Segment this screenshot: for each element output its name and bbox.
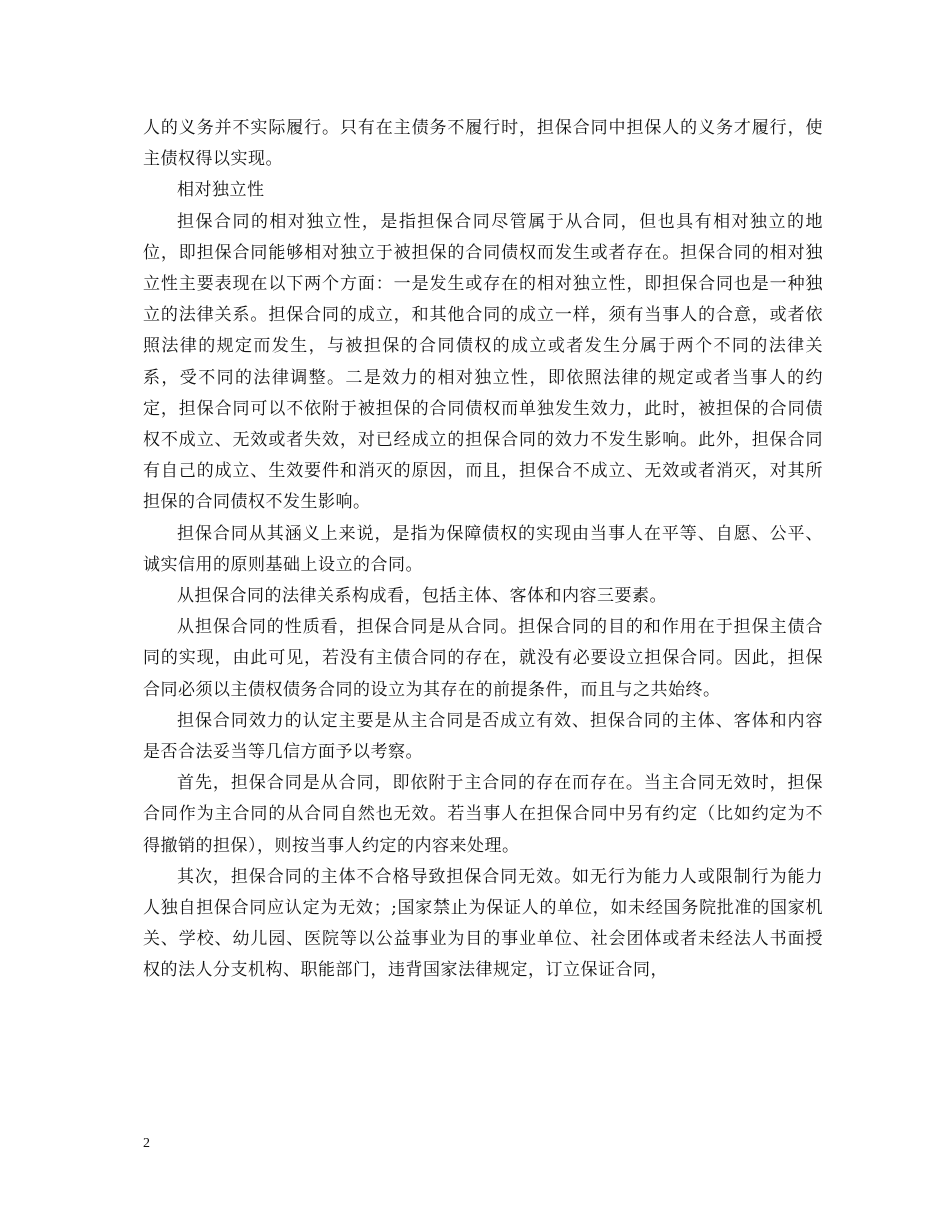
paragraph: 首先，担保合同是从合同，即依附于主合同的存在而存在。当主合同无效时，担保合同作为主合同的从合同自然也无效。若当事人在担保合同中另有约定（比如约定为不得撤销的担保），则按当事人约定的内容来处理。	[143, 773, 823, 856]
paragraph: 其次，担保合同的主体不合格导致担保合同无效。如无行为能力人或限制行为能力人独自担保合同应认定为无效；;国家禁止为保证人的单位，如未经国务院批准的国家机关、学校、幼儿园、医院等以公益事业为目的事业单位、社会团体或者未经法人书面授权的法人分支机构、职能部门，违背国家法律规定，订立保证合同，	[143, 866, 823, 981]
paragraph: 从担保合同的法律关系构成看，包括主体、客体和内容三要素。	[177, 586, 667, 607]
paragraph: 担保合同的相对独立性，是指担保合同尽管属于从合同，但也具有相对独立的地位，即担保合同能够相对独立于被担保的合同债权而发生或者存在。担保合同的相对独立性主要表现在以下两个方面：一是发生或存在的相对独立性，即担保合同也是一种独立的法律关系。担保合同的成立，和其他合同的成立一样，须有当事人的合意，或者依照法律的规定而发生，与被担保的合同债权的成立或者发生分属于两个不同的法律关系，受不同的法律调整。二是效力的相对独立性，即依照法律的规定或者当事人的约定，担保合同可以不依附于被担保的合同债权而单独发生效力，此时，被担保的合同债权不成立、无效或者失效，对已经成立的担保合同的效力不发生影响。此外，担保合同有自己的成立、生效要件和消灭的原因，而且，担保合不成立、无效或者消灭，对其所担保的合同债权不发生影响。	[143, 211, 823, 513]
paragraph: 担保合同从其涵义上来说，是指为保障债权的实现由当事人在平等、自愿、公平、诚实信用的原则基础上设立的合同。	[143, 523, 823, 575]
paragraph: 从担保合同的性质看，担保合同是从合同。担保合同的目的和作用在于担保主债合同的实现，由此可见，若没有主债合同的存在，就没有必要设立担保合同。因此，担保合同必须以主债权债务合同的设立为其存在的前提条件，而且与之共始终。	[143, 617, 823, 700]
page-number: 2	[143, 1136, 150, 1151]
paragraph-continuation: 人的义务并不实际履行。只有在主债务不履行时，担保合同中担保人的义务才履行，使主债权得以实现。	[143, 118, 823, 170]
section-heading: 相对独立性	[177, 180, 265, 201]
document-body	[143, 113, 823, 987]
paragraph: 担保合同效力的认定主要是从主合同是否成立有效、担保合同的主体、客体和内容是否合法妥当等几信方面予以考察。	[143, 710, 823, 763]
